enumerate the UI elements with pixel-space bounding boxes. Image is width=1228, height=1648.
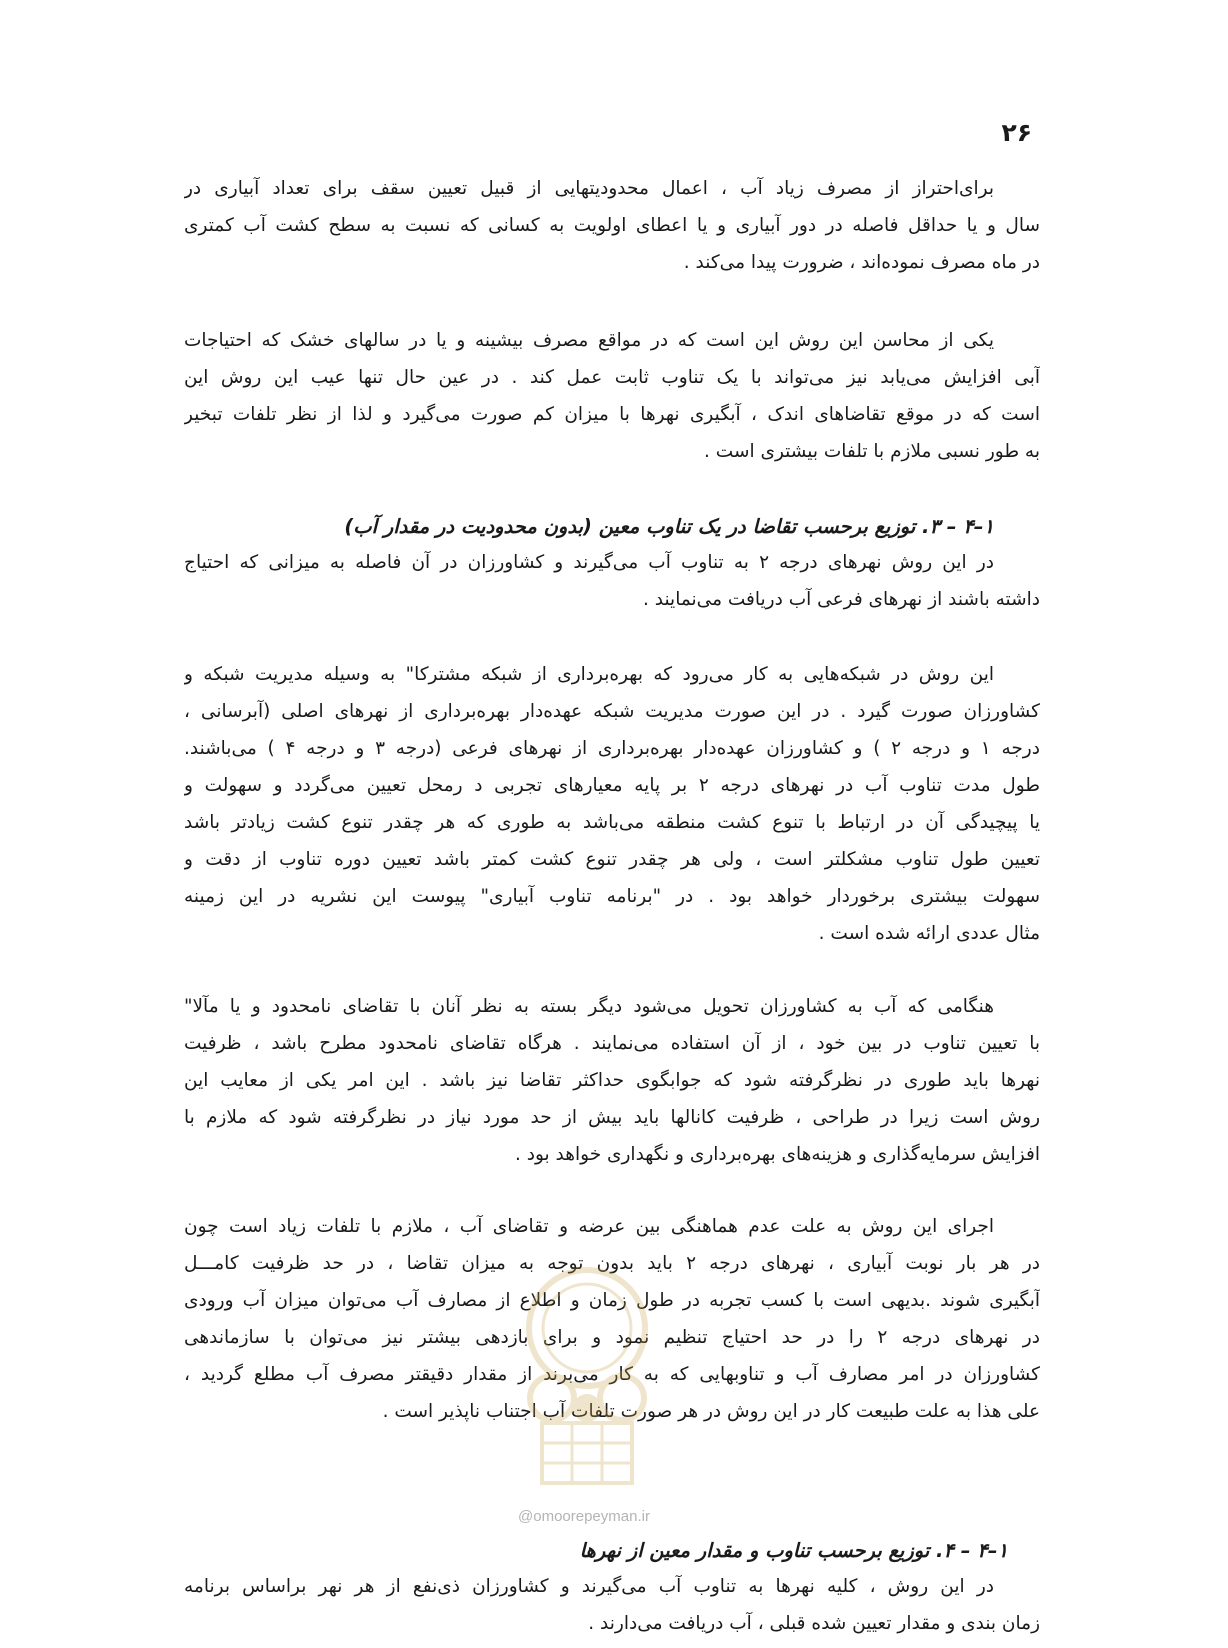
text-line: نهرها باید طوری در نظرگرفته شود که جوابگوی حداکثر تقاضا نیز باشد . این امر یکی از معایب این [184, 1070, 1040, 1091]
page-number: ۲۶ [1001, 118, 1032, 147]
text-line: مثال عددی ارائه شده است . [818, 923, 1040, 944]
text-line: با تعیین تناوب در بین خود ، از آن استفاده می‌نمایند . هرگاه تقاضای نامحدود مطرح باشد ، ظرفیت [184, 1033, 1040, 1054]
text-line: زمان بندی و مقدار تعیین شده قبلی ، آب دریافت می‌دارند . [588, 1613, 1040, 1634]
paragraph-3 [184, 544, 1040, 618]
text-line: برای‌احتراز از مصرف زیاد آب ، اعمال محدودیتهایی از قبیل تعیین سقف برای تعداد آبیاری در [184, 178, 994, 199]
text-line: داشته باشند از نهرهای فرعی آب دریافت می‌نمایند . [642, 589, 1040, 610]
section-heading-1-4-4 [184, 1532, 1040, 1569]
text-line: آبگیری شوند .بدیهی است با کسب تجربه در طول زمان و اطلاع از مصارف آب می‌توان میزان آب ورودی [184, 1290, 1040, 1311]
text-line: است که در موقع تقاضاهای اندک ، آبگیری نهرها با میزان کم صورت می‌گیرد و لذا از نظر تلفات تبخیر [184, 404, 1040, 425]
text-line: تعیین طول تناوب مشکلتر است ، ولی هر چقدر تنوع کشت کمتر باشد تعیین دوره تناوب از دقت و [184, 849, 1040, 870]
text-line: آبی افزایش می‌یابد نیز می‌تواند با یک تناوب ثابت عمل کند . در عین حال تنها عیب این روش این [184, 367, 1040, 388]
paragraph-4 [184, 656, 1040, 952]
text-line: کشاورزان صورت گیرد . در این صورت مدیریت شبکه عهده‌دار بهره‌برداری از نهرهای اصلی (آبرسانی ، [184, 701, 1040, 722]
text-line: درجه ۱ و درجه ۲ ) و کشاورزان عهده‌دار بهره‌برداری از نهرهای فرعی (درجه ۳ و درجه ۴ ) می‌باشند. [184, 738, 1040, 759]
text-line: هنگامی که آب به کشاورزان تحویل می‌شود دیگر بسته به نظر آنان با تقاضای نامحدود و یا مآلا" [184, 996, 994, 1017]
text-line: در این روش ، کلیه نهرها به تناوب آب می‌گیرند و کشاورزان ذی‌نفع از هر نهر براساس برنامه [184, 1576, 994, 1597]
text-line: کشاورزان در امر مصارف آب و تناوبهایی که به کار می‌برند از مقدار دقیقتر مصرف آب مطلع گردید ، [184, 1364, 1040, 1385]
text-line: سال و یا حداقل فاصله در دور آبیاری و یا اعطای اولویت به کسانی که نسبت به سطح کشت آب کمتری [184, 215, 1040, 236]
paragraph-6 [184, 1208, 1040, 1430]
text-line: در این روش نهرهای درجه ۲ به تناوب آب می‌گیرند و کشاورزان در آن فاصله به میزانی که احتیاج [184, 552, 994, 573]
text-line: در ماه مصرف نموده‌اند ، ضرورت پیدا می‌کند . [683, 252, 1040, 273]
section-heading: ۱–۴ – ۴. توزیع برحسب تناوب و مقدار معین از نهرها [579, 1539, 1008, 1562]
text-line: اجرای این روش به علت عدم هماهنگی بین عرضه و تقاضای آب ، ملازم با تلفات زیاد است چون [184, 1216, 994, 1237]
text-line: طول مدت تناوب آب در نهرهای درجه ۲ بر پایه معیارهای تجربی د رمحل تعیین می‌گردد و سهولت و [184, 775, 1040, 796]
text-line: در هر بار نوبت آبیاری ، نهرهای درجه ۲ باید بدون توجه به میزان تقاضا ، در حد ظرفیت کامـــل [184, 1253, 1040, 1274]
section-heading-1-4-3 [184, 508, 1040, 545]
paragraph-2 [184, 322, 1040, 470]
text-line: یکی از محاسن این روش این است که در مواقع مصرف بیشینه و یا در سالهای خشک که احتیاجات [184, 330, 994, 351]
watermark-text: @omoorepeyman.ir [518, 1508, 650, 1525]
text-line: به طور نسبی ملازم با تلفات بیشتری است . [704, 441, 1040, 462]
text-line: در نهرهای درجه ۲ را در حد احتیاج تنظیم نمود و برای بازدهی بیشتر نیز می‌توان با سازماندهی [184, 1327, 1040, 1348]
paragraph-7 [184, 1568, 1040, 1642]
text-line: این روش در شبکه‌هایی به کار می‌رود که بهره‌برداری از شبکه مشترکا" به وسیله مدیریت شبکه و [184, 664, 994, 685]
text-line: روش است زیرا در طراحی ، ظرفیت کانالها باید بیش از حد مورد نیاز در نظرگرفته شود که ملازم با [184, 1107, 1040, 1128]
text-line: یا پیچیدگی آن در ارتباط با تنوع کشت منطقه می‌باشد به طوری که هر چقدر تنوع کشت زیادتر باشد [184, 812, 1040, 833]
paragraph-1 [184, 170, 1040, 281]
section-heading: ۱–۴ – ۳. توزیع برحسب تقاضا در یک تناوب معین (بدون محدودیت در مقدار آب) [344, 515, 994, 538]
paragraph-5 [184, 988, 1040, 1173]
text-line: سهولت بیشتری برخوردار خواهد بود . در "برنامه تناوب آبیاری" پیوست این نشریه در این زمینه [184, 886, 1040, 907]
text-line: افزایش سرمایه‌گذاری و هزینه‌های بهره‌برداری و نگهداری خواهد بود . [514, 1144, 1040, 1165]
text-line: علی هذا به علت طبیعت کار در این روش در هر صورت تلفات آب اجتناب ناپذیر است . [382, 1401, 1040, 1422]
